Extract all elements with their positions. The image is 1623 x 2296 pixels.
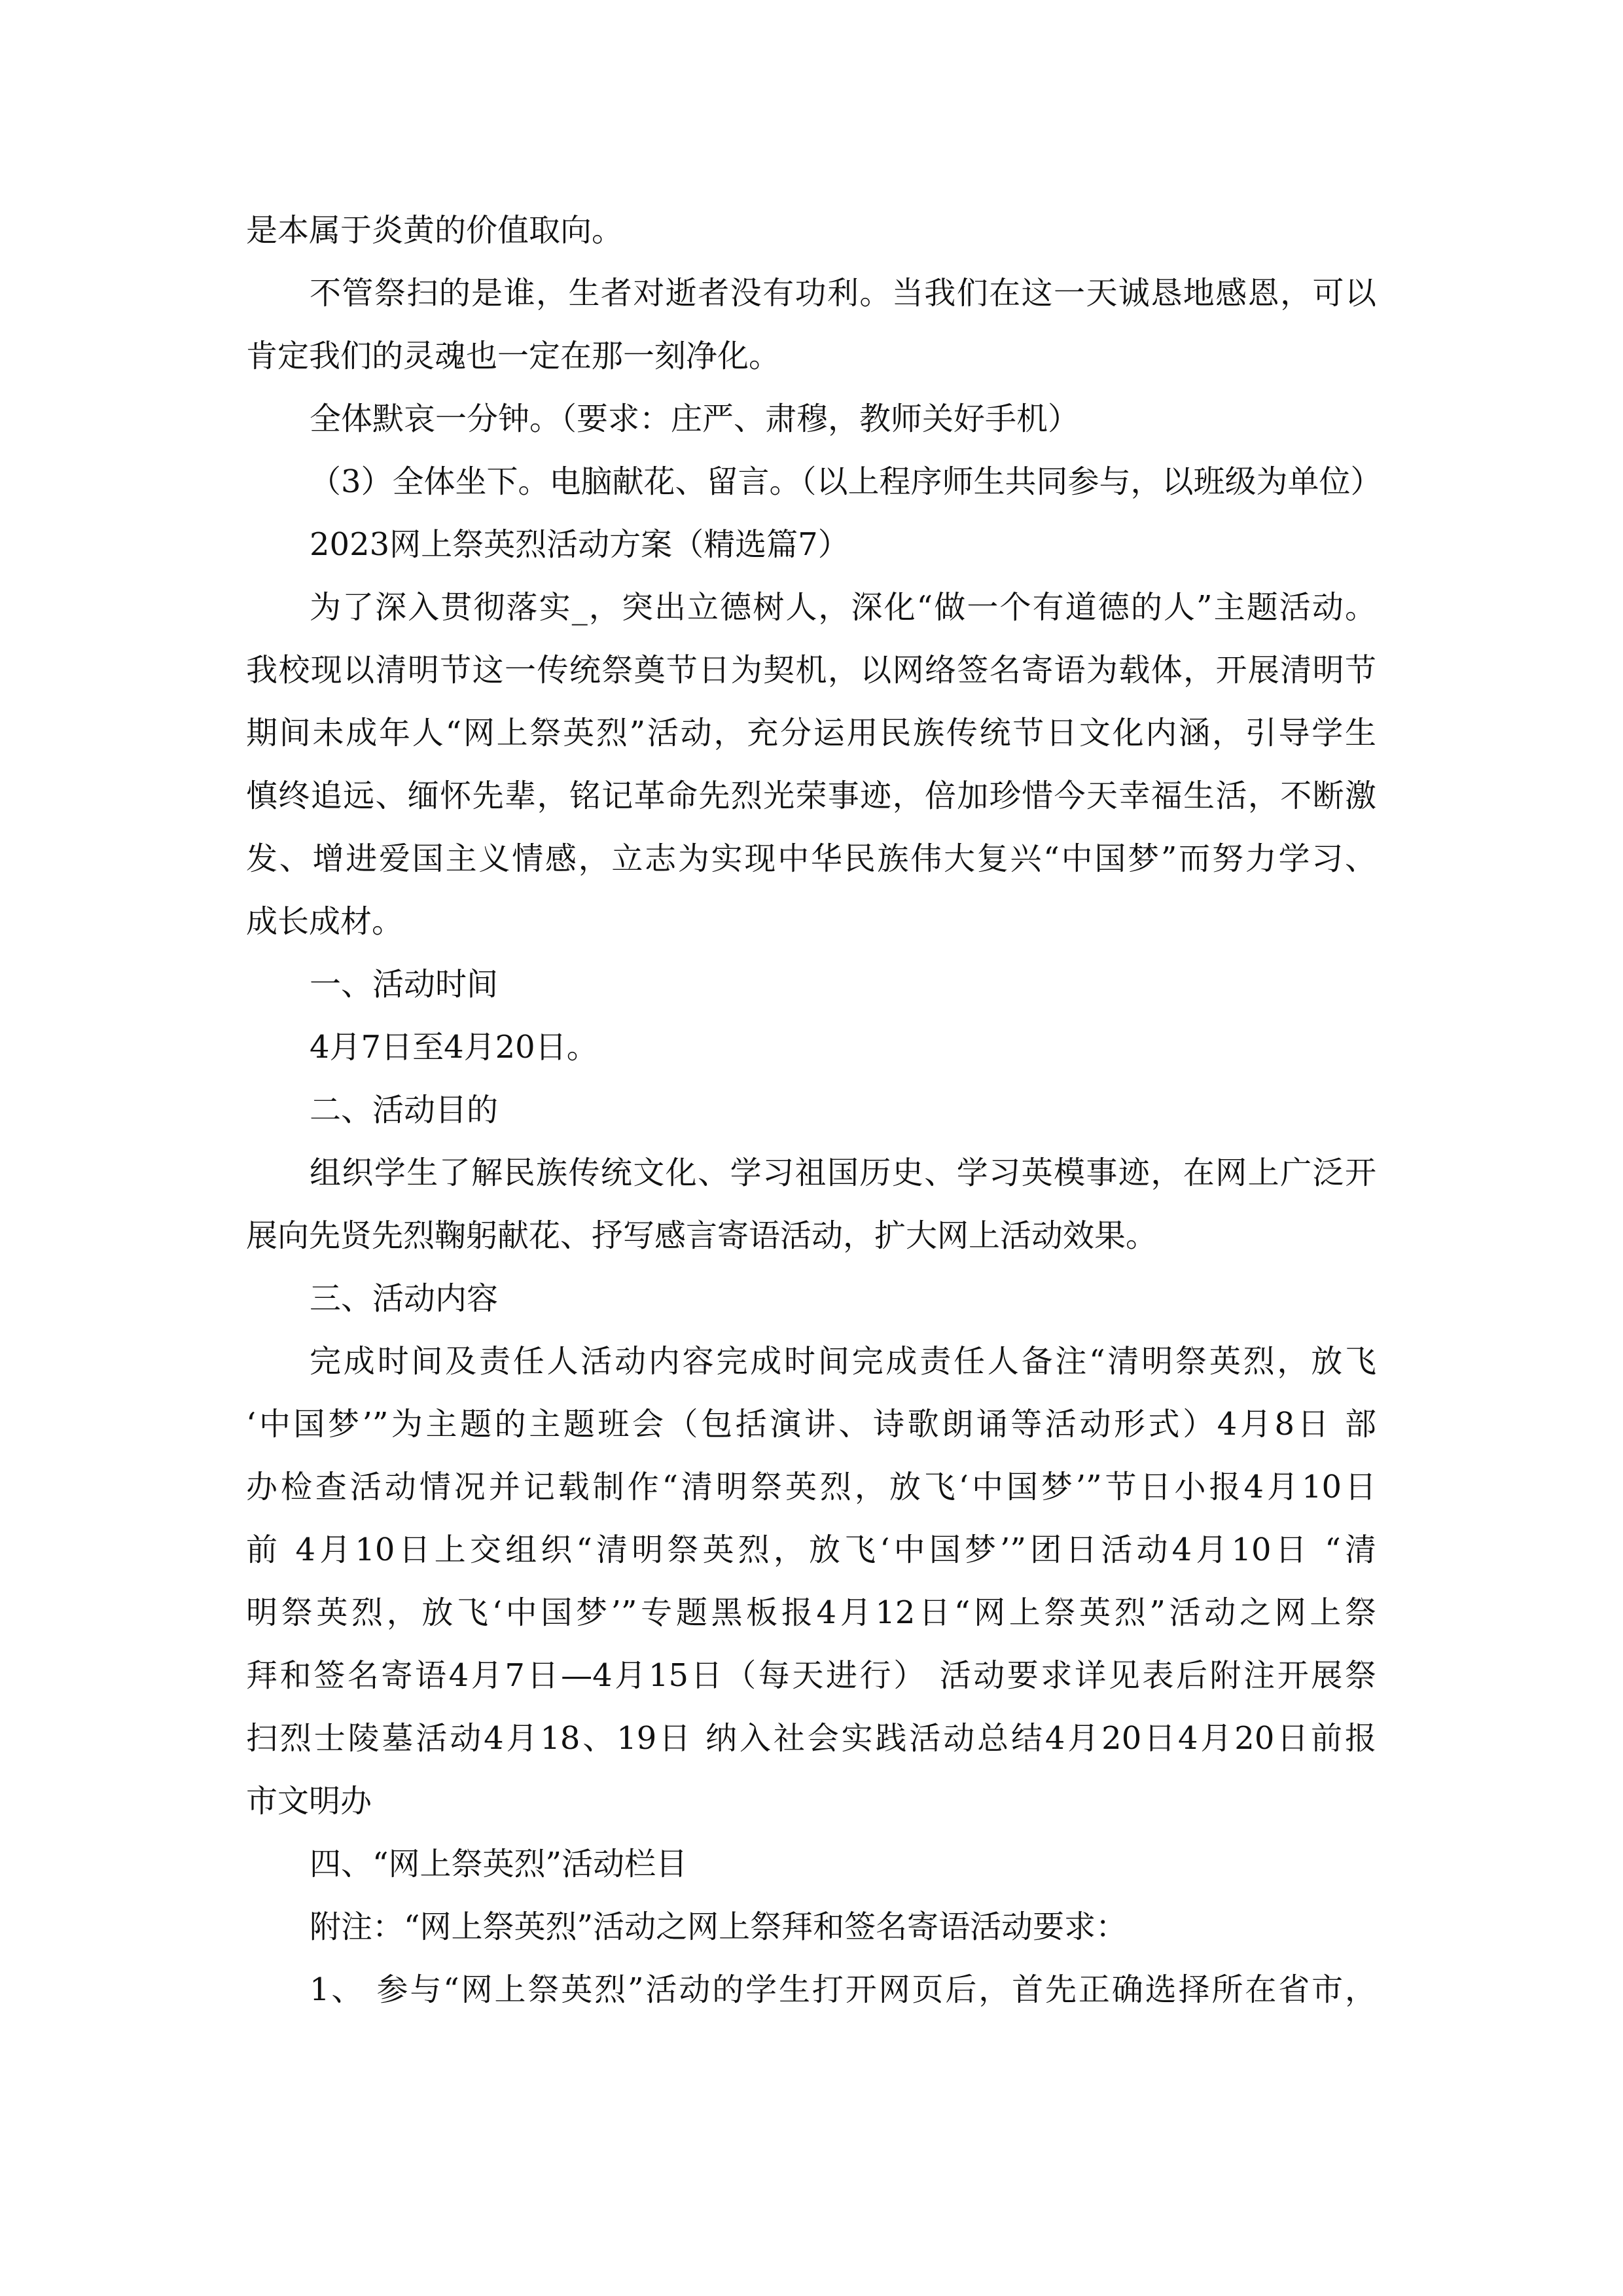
text-line: 办检查活动情况并记载制作“清明祭英烈，放飞‘中国梦’”节日小报4月10日 — [246, 1469, 1376, 1505]
text-line: 4月7日至4月20日。 — [310, 1029, 598, 1066]
text-line: 不管祭扫的是谁，生者对逝者没有功利。当我们在这一天诚恳地感恩，可以 — [310, 275, 1376, 312]
text-line: 期间未成年人“网上祭英烈”活动，充分运用民族传统节日文化内涵，引导学生 — [246, 715, 1376, 751]
text-line: 明祭英烈，放飞‘中国梦’”专题黑板报4月12日“网上祭英烈”活动之网上祭 — [246, 1594, 1376, 1631]
text-line: （3）全体坐下。电脑献花、留言。（以上程序师生共同参与，以班级为单位） — [310, 463, 1382, 500]
text-line: 为了深入贯彻落实_，突出立德树人，深化“做一个有道德的人”主题活动。 — [310, 589, 1376, 626]
heading-activity-purpose: 二、活动目的 — [310, 1092, 499, 1128]
text-line: 展向先贤先烈鞠躬献花、抒写感言寄语活动，扩大网上活动效果。 — [246, 1217, 1158, 1254]
heading-activity-content: 三、活动内容 — [310, 1280, 499, 1317]
text-line: 组织学生了解民族传统文化、学习祖国历史、学习英模事迹，在网上广泛开 — [310, 1155, 1376, 1191]
text-line: 是本属于炎黄的价值取向。 — [246, 212, 624, 249]
heading-activity-column: 四、“网上祭英烈”活动栏目 — [310, 1846, 688, 1882]
text-line: 前 4月10日上交组织“清明祭英烈，放飞‘中国梦’”团日活动4月10日 “清 — [246, 1532, 1376, 1568]
text-line: 市文明办 — [246, 1783, 372, 1820]
text-line: 附注：“网上祭英烈”活动之网上祭拜和签名寄语活动要求： — [310, 1909, 1128, 1945]
heading-activity-time: 一、活动时间 — [310, 966, 499, 1003]
text-line: 拜和签名寄语4月7日—4月15日（每天进行） 活动要求详见表后附注开展祭 — [246, 1657, 1376, 1694]
text-line: ‘中国梦’”为主题的主题班会（包括演讲、诗歌朗诵等活动形式）4月8日 部 — [246, 1406, 1376, 1443]
text-line: 肯定我们的灵魂也一定在那一刻净化。 — [246, 338, 781, 374]
text-line: 全体默哀一分钟。（要求：庄严、肃穆，教师关好手机） — [310, 401, 1080, 437]
text-line: 完成时间及责任人活动内容完成时间完成责任人备注“清明祭英烈，放飞 — [310, 1343, 1376, 1380]
text-line: 1、 参与“网上祭英烈”活动的学生打开网页后，首先正确选择所在省市， — [310, 1971, 1376, 2008]
section-title: 2023网上祭英烈活动方案（精选篇7） — [310, 526, 849, 563]
text-line: 发、增进爱国主义情感，立志为实现中华民族伟大复兴“中国梦”而努力学习、 — [246, 840, 1376, 877]
text-line: 扫烈士陵墓活动4月18、19日 纳入社会实践活动总结4月20日4月20日前报 — [246, 1720, 1376, 1757]
text-line: 慎终追远、缅怀先辈，铭记革命先烈光荣事迹，倍加珍惜今天幸福生活，不断激 — [246, 778, 1376, 814]
text-line: 我校现以清明节这一传统祭奠节日为契机，以网络签名寄语为载体，开展清明节 — [246, 652, 1376, 689]
text-line: 成长成材。 — [246, 903, 404, 940]
